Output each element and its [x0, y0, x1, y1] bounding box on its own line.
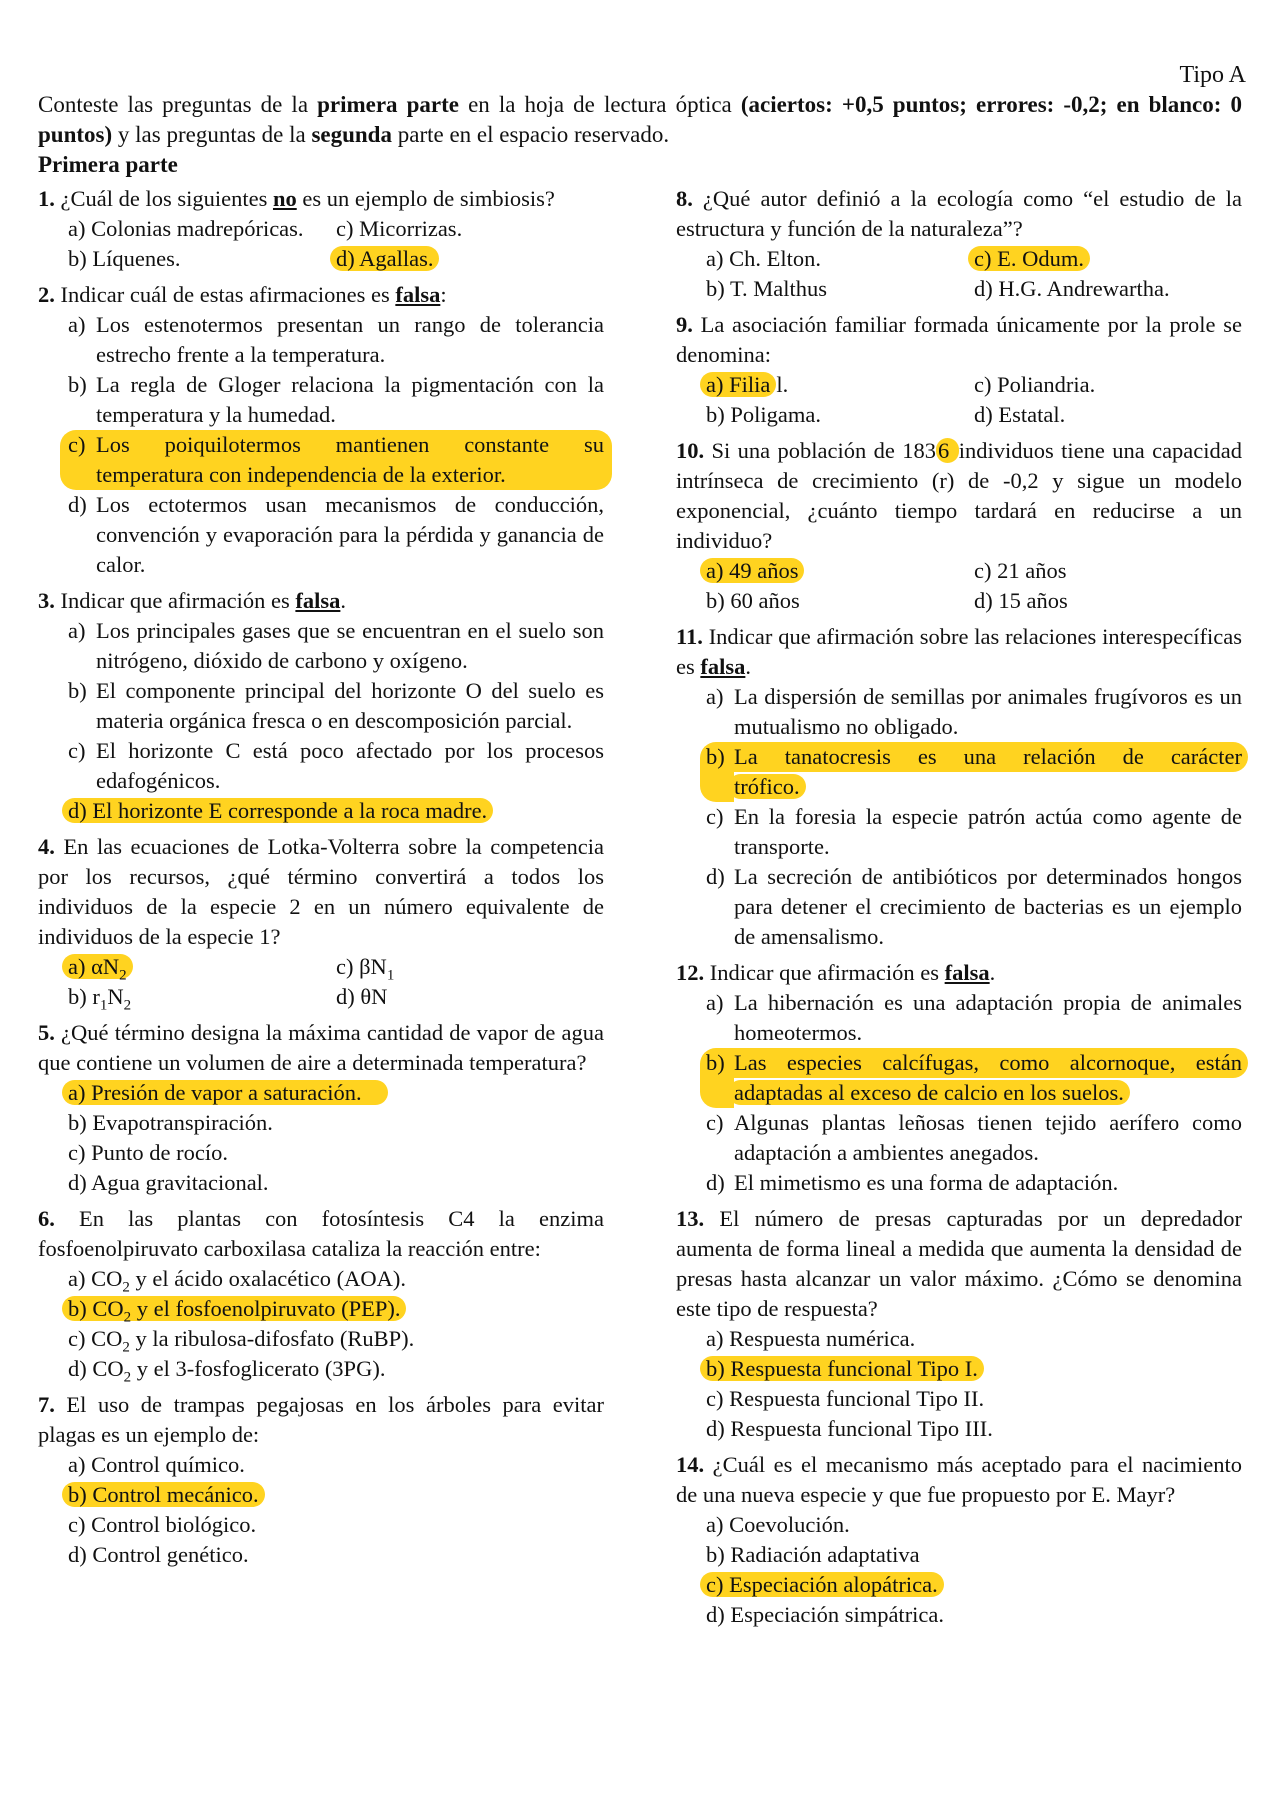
- question-stem: 5. ¿Qué término designa la máxima cantidad de vapor de agua que contiene un volumen de aire a determinada temperatura?: [38, 1020, 604, 1075]
- question-5: [38, 1018, 604, 1198]
- question-stem: 9. La asociación familiar formada únicamente por la prole se denomina:: [676, 312, 1242, 367]
- option-d: d) θN: [336, 984, 388, 1009]
- highlighted-answer: c) Especiación alopátrica.: [700, 1572, 944, 1597]
- question-stem: 4. En las ecuaciones de Lotka-Volterra sobre la competencia por los recursos, ¿qué término convertirá a todos los individuos de la especie 2 en un número equivalente de individuos de la especie 1?: [38, 834, 604, 949]
- option-b: [68, 1480, 604, 1510]
- question-2: [38, 280, 604, 580]
- option-b: b) Radiación adaptativa: [706, 1542, 920, 1567]
- option-c: [974, 244, 1242, 274]
- options: [676, 556, 1242, 616]
- option-a: a) Respuesta numérica.: [706, 1326, 916, 1351]
- option-a: a) Colonias madrepóricas.: [68, 216, 304, 241]
- option-b: b) Evapotranspiración.: [68, 1110, 273, 1135]
- options: [38, 1264, 604, 1384]
- option-d: d) Agua gravitacional.: [68, 1170, 269, 1195]
- options: [38, 1078, 604, 1198]
- question-4: [38, 832, 604, 1012]
- question-stem: 10. Si una población de 1836 individuos tiene una capacidad intrínseca de crecimiento (r) de -0,2 y sigue un modelo exponencial, ¿cuánto tiempo tardará en reducirse a un individuo?: [676, 438, 1243, 553]
- question-3: [38, 586, 604, 826]
- options: [676, 682, 1242, 952]
- option-b: b) Líquenes.: [68, 246, 181, 271]
- option-d: [336, 244, 604, 274]
- right-column: [676, 184, 1242, 1636]
- option-c: c) $CO_2$ y la ribulosa-difosfato (RuBP).: [68, 1326, 415, 1356]
- option-b: [706, 1354, 1242, 1384]
- option-d: d) La secreción de antibióticos por determinados hongos para detener el crecimiento de bacterias es un ejemplo de amensalismo.: [706, 864, 1242, 949]
- options: [38, 1450, 604, 1570]
- option-c: c) Control biológico.: [68, 1512, 257, 1537]
- question-stem: 8. ¿Qué autor definió a la ecología como “el estudio de la estructura y función de la naturaleza”?: [676, 186, 1242, 241]
- options: [676, 1324, 1242, 1444]
- question-stem: 11. Indicar que afirmación sobre las relaciones interespecíficas es falsa.: [676, 624, 1242, 679]
- highlighted-answer: a) Presión de vapor a saturación.: [62, 1080, 388, 1105]
- option-c: c) Algunas plantas leñosas tienen tejido aerífero como adaptación a ambientes anegados.: [706, 1110, 1242, 1165]
- question-11: [676, 622, 1242, 952]
- exam-type-label: Tipo A: [1179, 62, 1246, 88]
- option-c: c) Respuesta funcional Tipo II.: [706, 1386, 985, 1411]
- option-a: a) Los estenotermos presentan un rango de tolerancia estrecho frente a la temperatura.: [68, 312, 604, 367]
- options: [38, 616, 604, 826]
- option-d: d) $CO_2$ y el 3-fosfoglicerato (3PG).: [68, 1356, 386, 1386]
- options: [676, 244, 1242, 304]
- options: [38, 310, 604, 580]
- option-b: b) T. Malthus: [706, 276, 828, 301]
- option-c: c) 21 años: [974, 558, 1067, 583]
- option-d: d) Estatal.: [974, 402, 1066, 427]
- option-b: b) La regla de Gloger relaciona la pigmentación con la temperatura y la humedad.: [68, 372, 604, 427]
- option-b: [68, 1294, 604, 1324]
- option-d: d) El mimetismo es una forma de adaptación.: [706, 1170, 1119, 1195]
- options: [38, 214, 604, 274]
- option-a: [706, 556, 974, 586]
- question-7: [38, 1390, 604, 1570]
- question-stem: 1. ¿Cuál de los siguientes no es un ejemplo de simbiosis?: [38, 186, 555, 211]
- option-d: d) Respuesta funcional Tipo III.: [706, 1416, 993, 1441]
- option-a: [68, 1078, 604, 1108]
- option-a: a) Control químico.: [68, 1452, 245, 1477]
- option-a: a) Filia l.: [706, 370, 974, 400]
- option-a: [68, 952, 336, 982]
- options: [676, 1510, 1242, 1630]
- options: [676, 988, 1242, 1198]
- question-stem: 13. El número de presas capturadas por un depredador aumenta de forma lineal a medida que aumenta la densidad de presas hasta alcanzar un valor máximo. ¿Cómo se denomina este tipo de respuesta?: [676, 1206, 1242, 1321]
- question-stem: 14. ¿Cuál es el mecanismo más aceptado para el nacimiento de una nueva especie y que fue propuesto por E. Mayr?: [676, 1452, 1242, 1507]
- option-d: d) 15 años: [974, 588, 1068, 613]
- option-a: a) Ch. Elton.: [706, 246, 821, 271]
- highlighted-answer: d) El horizonte E corresponde a la roca madre.: [62, 798, 493, 823]
- option-a: a) Los principales gases que se encuentran en el suelo son nitrógeno, dióxido de carbono y oxígeno.: [68, 618, 604, 673]
- option-c: [706, 1570, 1242, 1600]
- question-stem: 6. En las plantas con fotosíntesis C4 la enzima fosfoenolpiruvato carboxilasa cataliza la reacción entre:: [38, 1206, 604, 1261]
- question-14: [676, 1450, 1242, 1630]
- question-8: [676, 184, 1242, 304]
- highlighted-answer: a) $\alpha N_2$: [62, 954, 133, 979]
- highlighted-answer: d) Agallas.: [330, 246, 439, 271]
- question-stem: 3. Indicar que afirmación es falsa.: [38, 588, 347, 613]
- options: [38, 952, 604, 1012]
- option-d: d) H.G. Andrewartha.: [974, 276, 1170, 301]
- question-13: [676, 1204, 1242, 1444]
- option-d: d) Control genético.: [68, 1542, 249, 1567]
- highlighted-answer: b) Control mecánico.: [62, 1482, 265, 1507]
- option-a: a) Coevolución.: [706, 1512, 850, 1537]
- option-b: b) La tanatocresis es una relación de carácter trófico.: [706, 742, 1242, 802]
- highlighted-answer: b) Respuesta funcional Tipo I.: [700, 1356, 984, 1381]
- option-d: [68, 796, 604, 826]
- highlighted-answer: b) $CO_2$ y el fosfoenolpiruvato (PEP).: [62, 1296, 406, 1321]
- question-6: [38, 1204, 604, 1384]
- question-1: [38, 184, 604, 274]
- question-12: [676, 958, 1242, 1198]
- option-c: c) Punto de rocío.: [68, 1140, 228, 1165]
- options: [676, 370, 1242, 430]
- option-b: b) Poligama.: [706, 402, 821, 427]
- question-stem: 7. El uso de trampas pegajosas en los árboles para evitar plagas es un ejemplo de:: [38, 1392, 604, 1447]
- question-9: [676, 310, 1242, 430]
- option-b: b) El componente principal del horizonte O del suelo es materia orgánica fresca o en descomposición parcial.: [68, 678, 604, 733]
- option-c: c) $\beta N_1$: [336, 954, 395, 984]
- left-column: [38, 184, 604, 1576]
- option-a: a) La hibernación es una adaptación propia de animales homeotermos.: [706, 990, 1242, 1045]
- question-stem: 12. Indicar que afirmación es falsa.: [676, 960, 996, 985]
- highlighted-answer: a) 49 años: [700, 558, 804, 583]
- highlighted-answer: c) E. Odum.: [968, 246, 1090, 271]
- option-b: b) Las especies calcífugas, como alcornoque, están adaptadas al exceso de calcio en los suelos.: [706, 1048, 1242, 1108]
- option-c: c) Poliandria.: [974, 372, 1096, 397]
- instructions: Conteste las preguntas de la primera parte en la hoja de lectura óptica (aciertos: +0,5 puntos; errores: -0,2; en blanco: 0 puntos) y las preguntas de la segunda parte en el espacio reservado.: [38, 92, 1242, 147]
- question-10: [676, 436, 1242, 616]
- question-stem: 2. Indicar cuál de estas afirmaciones es falsa:: [38, 282, 447, 307]
- section-title: Primera parte: [38, 152, 178, 177]
- option-c: c) Micorrizas.: [336, 216, 463, 241]
- option-c: c) Los poiquilotermos mantienen constante su temperatura con independencia de la exterior.: [60, 430, 612, 490]
- option-a: a) $CO_2$ y el ácido oxalacético (AOA).: [68, 1266, 407, 1296]
- option-a: a) La dispersión de semillas por animales frugívoros es un mutualismo no obligado.: [706, 684, 1242, 739]
- option-c: c) El horizonte C está poco afectado por los procesos edafogénicos.: [68, 738, 604, 793]
- option-d: d) Especiación simpátrica.: [706, 1602, 945, 1627]
- option-d: d) Los ectotermos usan mecanismos de conducción, convención y evaporación para la pérdida y ganancia de calor.: [68, 492, 604, 577]
- highlighted-answer: a) Filia: [700, 372, 776, 397]
- option-b: b) $r_1N_2$: [68, 984, 132, 1014]
- option-c: c) En la foresia la especie patrón actúa como agente de transporte.: [706, 804, 1242, 859]
- option-b: b) 60 años: [706, 588, 800, 613]
